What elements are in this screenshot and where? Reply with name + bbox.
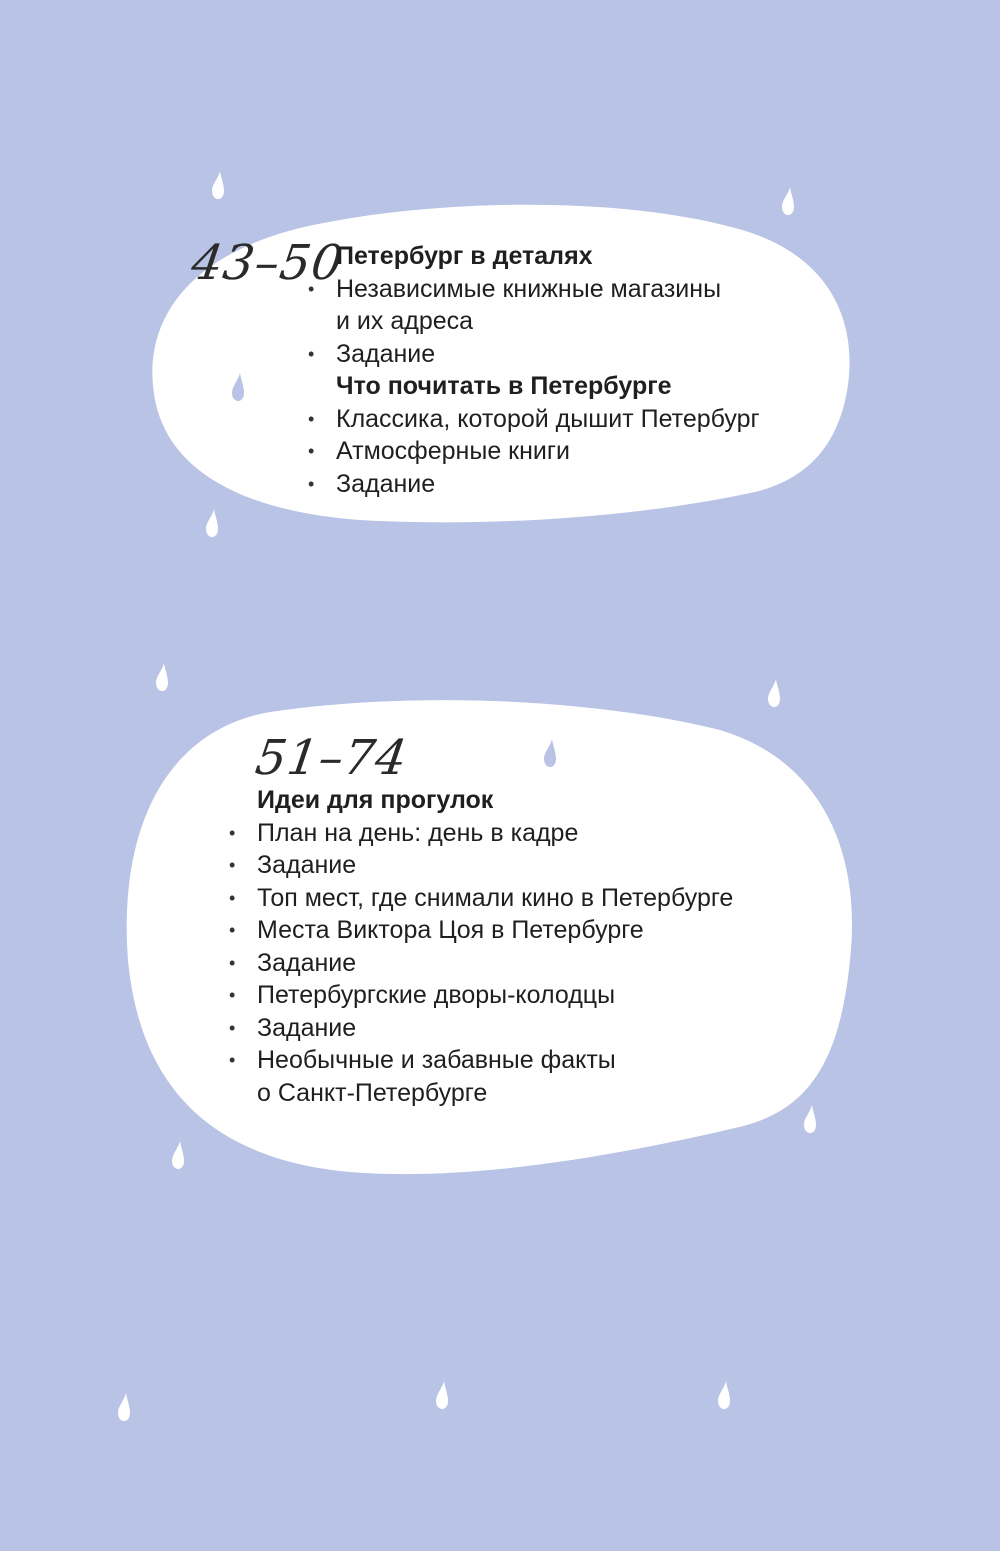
raindrop-icon (766, 678, 782, 708)
list-item: • Задание (336, 338, 760, 371)
list-item: • Топ мест, где снимали кино в Петербурге (257, 882, 733, 915)
section-heading: Что почитать в Петербурге (336, 372, 672, 400)
list-item: • Задание (257, 947, 733, 980)
list-item: • Задание (257, 849, 733, 882)
raindrop-icon (116, 1392, 132, 1422)
list-item-continuation: и их адреса (336, 307, 474, 335)
raindrop-icon (230, 372, 246, 402)
raindrop-icon (210, 170, 226, 200)
list-item: • Необычные и забавные факты (257, 1044, 733, 1077)
raindrop-icon (154, 662, 170, 692)
raindrop-icon (542, 738, 558, 768)
list-item: • Атмосферные книги (336, 435, 760, 468)
raindrop-icon (716, 1380, 732, 1410)
section-heading: Петербург в деталях (336, 242, 593, 270)
list-item-continuation: о Санкт-Петербурге (257, 1078, 488, 1107)
section-heading: Идеи для прогулок (257, 786, 494, 814)
list-item: • Петербургские дворы-колодцы (257, 979, 733, 1012)
raindrop-icon (204, 508, 220, 538)
list-item: • Независимые книжные магазины (336, 273, 760, 306)
raindrop-icon (802, 1104, 818, 1134)
section-2-page-range: 51–74 (252, 730, 412, 786)
section-2-contents (257, 784, 733, 1109)
list-item: • Задание (257, 1012, 733, 1045)
section-1-page-range: 43–50 (188, 235, 348, 291)
list-item: • Классика, которой дышит Петербург (336, 403, 760, 436)
list-item: • План на день: день в кадре (257, 817, 733, 850)
raindrop-icon (170, 1140, 186, 1170)
raindrop-icon (434, 1380, 450, 1410)
list-item: • Задание (336, 468, 760, 501)
section-1-contents (336, 240, 760, 500)
raindrop-icon (780, 186, 796, 216)
list-item: • Места Виктора Цоя в Петербурге (257, 914, 733, 947)
